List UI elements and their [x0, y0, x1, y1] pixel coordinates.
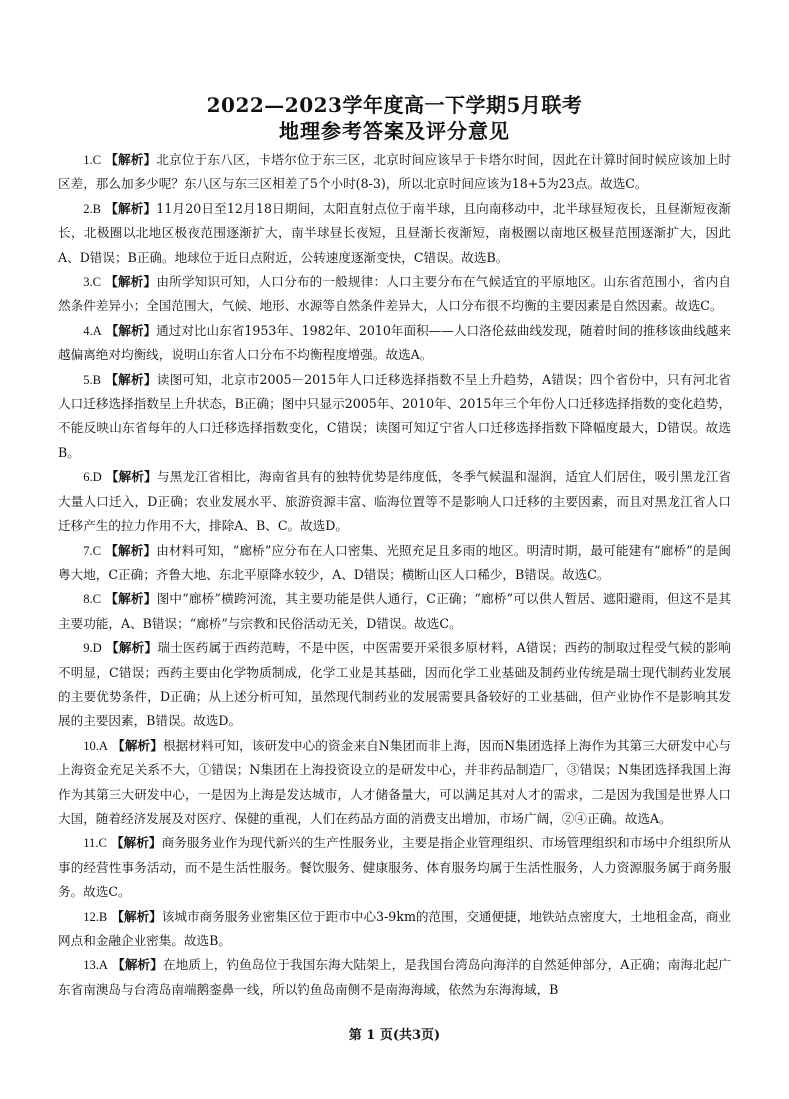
- page-subtitle: 地理参考答案及评分意见: [279, 119, 510, 143]
- answer-item-12: 12.B 【解析】该城市商务服务业密集区位于距市中心3-9km的范围，交通便捷，地铁站点密度大，土地租金高，商业网点和金融企业密集。故选B。: [58, 908, 731, 948]
- answer-item-7: 7.C 【解析】由材料可知，“廊桥”应分布在人口密集、光照充足且多雨的地区。明清时期，最可能建有“廊桥”的是闽粤大地，C正确；齐鲁大地、东北平原降水较少，A、D错误；横断山区人口稀少，B错误。故选C。: [58, 542, 731, 582]
- page-title: 2022—2023学年度高一下学期5月联考: [206, 93, 583, 117]
- answer-item-11: 11.C 【解析】商务服务业作为现代新兴的生产性服务业，主要是指企业管理组织、市场管理组织和市场中介组织所从事的经营性事务活动，而不是生活性服务。餐饮服务、健康服务、体育服务均属于生活性服务，人力资源服务属于商务服务。故选C。: [58, 835, 732, 900]
- answer-list: [58, 148, 731, 1002]
- answer-item-4: 4.A 【解析】通过对比山东省1953年、1982年、2010年面积——人口洛伦兹曲线发现，随着时间的推移该曲线越来越偏离绝对均衡线，说明山东省人口分布不均衡程度增强。故选A。: [58, 322, 731, 363]
- answer-item-1: 1.C 【解析】北京位于东八区，卡塔尔位于东三区，北京时间应该早于卡塔尔时间，因此在计算时间时候应该加上时区差，那么加多少呢？东八区与东三区相差了5个小时(8-3)，所以北京时间应该为18+5为23点。故选C。: [58, 152, 732, 192]
- page-number: 第 1 页(共3页): [348, 1028, 441, 1043]
- answer-item-9: 9.D 【解析】瑞士医药属于西药范畴，不是中医，中医需要开采很多原材料，A错误；西药的制取过程受气候的影响不明显，C错误；西药主要由化学物质制成，化学工业是其基础，因而化学工业基础及制药业传统是瑞士现代制药业发展的主要优势条件，D正确；从上述分析可知，虽然现代制药业的发展需要具备较好的工业基础，但产业协作不是影响其发展的主要因素，B错误。故选D。: [58, 640, 731, 729]
- answer-item-8: 8.C 【解析】图中“廊桥”横跨河流，其主要功能是供人通行，C正确；“廊桥”可以供人暂居、遮阳避雨，但这不是其主要功能，A、B错误；“廊桥”与宗教和民俗活动无关，D错误。故选C。: [58, 591, 732, 631]
- answer-item-6: 6.D 【解析】与黑龙江省相比，海南省具有的独特优势是纬度低，冬季气候温和湿润，适宜人们居住，吸引黑龙江省大量人口迁入，D正确；农业发展水平、旅游资源丰富、临海位置等不是影响人口迁移的主要因素，而且对黑龙江省人口迁移产生的拉力作用不大，排除A、B、C。故选D。: [58, 469, 731, 534]
- answer-item-13: 13.A 【解析】在地质上，钓鱼岛位于我国东海大陆架上，是我国台湾岛向海洋的自然延伸部分，A正确；南海北起广东省南澳岛与台湾岛南端鹅銮鼻一线，所以钓鱼岛南侧不是南海海域，依然为东海海域，B: [58, 957, 731, 997]
- answer-item-10: 10.A 【解析】根据材料可知，该研发中心的资金来自N集团而非上海，因而N集团选择上海作为其第三大研发中心与上海资金充足关系不大，①错误；N集团在上海投资设立的是研发中心，并非药品制造厂，③错误；N集团选择我国上海作为其第三大研发中心，一是因为上海是发达城市，人才储备量大，可以满足其对人才的需求，二是因为我国是世界人口大国，随着经济发展及对医疗、保健的重视，人们在药品方面的消费支出增加，市场广阔，②④正确。故选A。: [58, 737, 731, 826]
- answer-item-2: 2.B 【解析】11月20日至12月18日期间，太阳直射点位于南半球，且向南移动中，北半球昼短夜长，且昼渐短夜渐长，北极圈以北地区极夜范围逐渐扩大，南半球昼长夜短，且昼渐长夜渐短，南极圈以南地区极昼范围逐渐扩大，因此A、D错误；B正确。地球位于近日点附近，公转速度逐渐变快，C错误。故选B。: [58, 200, 732, 265]
- answer-item-3: 3.C 【解析】由所学知识可知，人口分布的一般规律：人口主要分布在气候适宜的平原地区。山东省范围小，省内自然条件差异小；全国范围大，气候、地形、水源等自然条件差异大，人口分布很不均衡的主要因素是自然因素。故选C。: [58, 274, 732, 314]
- answer-item-5: 5.B 【解析】读图可知，北京市2005－2015年人口迁移选择指数不呈上升趋势，A错误；四个省份中，只有河北省人口迁移选择指数呈上升状态，B正确；图中只显示2005年、2010年、2015年三个年份人口迁移选择指数的变化趋势，不能反映山东省每年的人口迁移选择指数变化，C错误；读图可知辽宁省人口迁移选择指数下降幅度最大，D错误。故选B。: [58, 371, 732, 460]
